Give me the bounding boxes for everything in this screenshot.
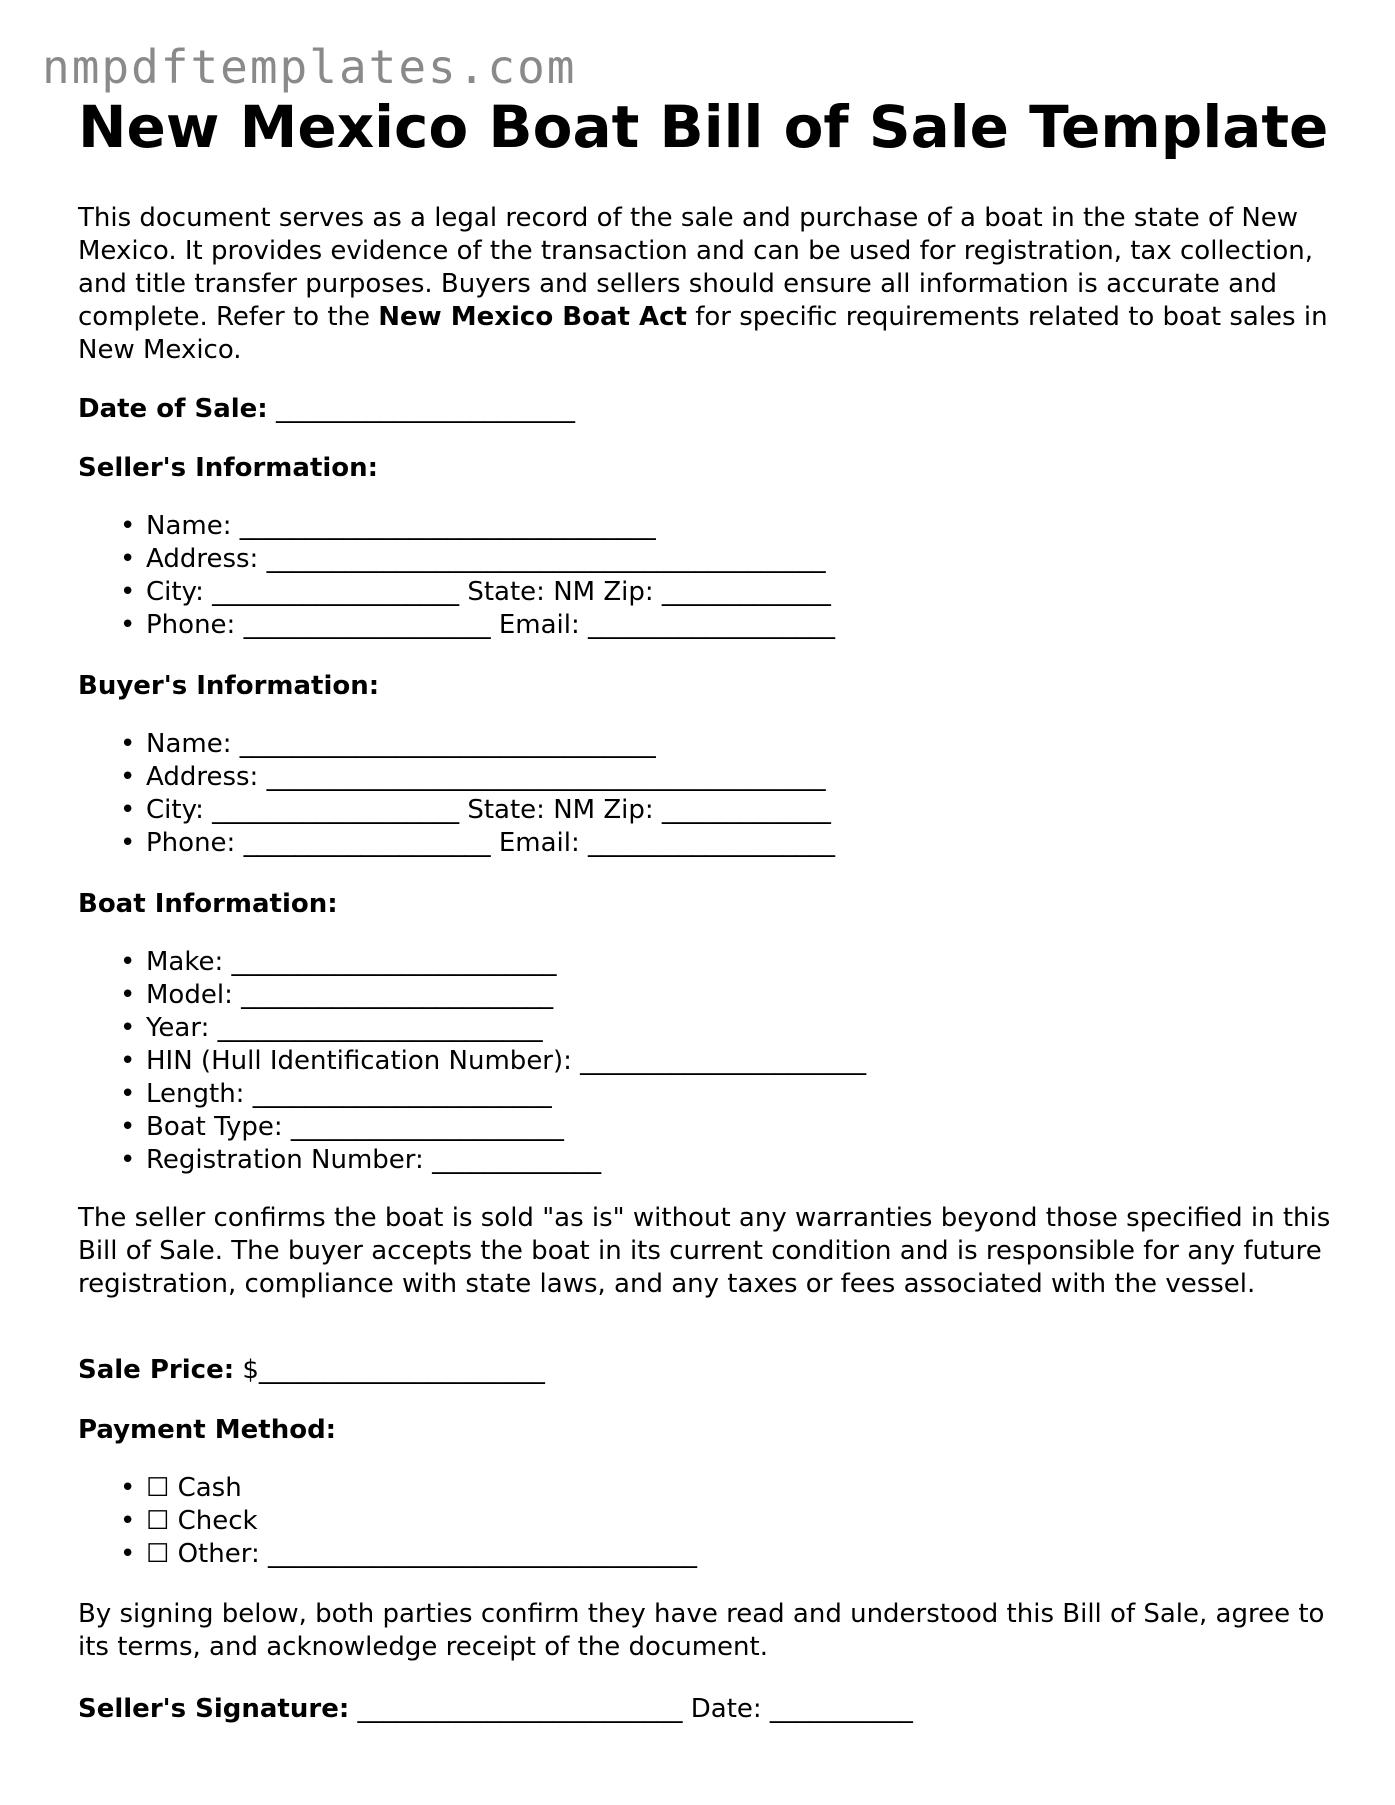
buyer-name-field[interactable]: • Name: ________________________________ (146, 728, 835, 761)
seller-heading: Seller's Information: (78, 453, 379, 483)
payment-method-list (78, 1472, 697, 1571)
sale-price-blank[interactable]: $______________________ (242, 1355, 545, 1385)
date-of-sale-blank[interactable]: _______________________ (275, 394, 575, 424)
boat-make-field[interactable]: • Make: _________________________ (146, 946, 866, 979)
intro-text-before: This document serves as a legal record of the sale and purchase of a boat in the state of New Mexico. It provides evidence of the transaction and can be used for registration, tax collection, and title transfer purposes. Buyers and sellers should ensure all information is accurate and complete. Refer to the (78, 203, 1314, 332)
boat-registration-field[interactable]: • Registration Number: _____________ (146, 1144, 866, 1177)
buyer-info-list (78, 728, 835, 860)
boat-model-field[interactable]: • Model: ________________________ (146, 979, 866, 1012)
date-of-sale-label: Date of Sale: (78, 394, 268, 424)
seller-address-field[interactable]: • Address: ___________________________________________ (146, 543, 835, 576)
buyer-address-field[interactable]: • Address: ___________________________________________ (146, 761, 835, 794)
payment-heading: Payment Method: (78, 1415, 337, 1445)
document-title: New Mexico Boat Bill of Sale Template (78, 93, 1329, 161)
boat-year-field[interactable]: • Year: _________________________ (146, 1012, 866, 1045)
boat-heading: Boat Information: (78, 889, 338, 919)
boat-length-field[interactable]: • Length: _______________________ (146, 1078, 866, 1111)
seller-name-field[interactable]: • Name: ________________________________ (146, 510, 835, 543)
boat-hin-field[interactable]: • HIN (Hull Identification Number): ______________________ (146, 1045, 866, 1078)
payment-check-checkbox[interactable]: • ☐ Check (146, 1505, 697, 1538)
intro-text-after: for specific requirements related to boat sales in New Mexico. (78, 302, 1328, 365)
sale-price-label: Sale Price: (78, 1355, 235, 1385)
date-of-sale-field[interactable] (78, 393, 575, 426)
seller-info-list (78, 510, 835, 642)
buyer-heading: Buyer's Information: (78, 671, 380, 701)
buyer-phone-email-field[interactable]: • Phone: ___________________ Email: ___________________ (146, 827, 835, 860)
watermark-text: nmpdftemplates.com (42, 40, 577, 94)
seller-signature-line[interactable]: _________________________ Date: ___________ (357, 1694, 913, 1724)
intro-paragraph (78, 202, 1338, 367)
boat-act-reference: New Mexico Boat Act (378, 302, 687, 332)
seller-signature-label: Seller's Signature: (78, 1694, 350, 1724)
payment-other-checkbox[interactable]: • ☐ Other: _________________________________ (146, 1538, 697, 1571)
boat-info-list (78, 946, 866, 1177)
payment-cash-checkbox[interactable]: • ☐ Cash (146, 1472, 697, 1505)
seller-signature-field[interactable] (78, 1693, 913, 1726)
as-is-paragraph: The seller confirms the boat is sold "as is" without any warranties beyond those specified in this Bill of Sale. The buyer accepts the boat in its current condition and is responsible for any future registration, compliance with state laws, and any taxes or fees associated with the vessel. (78, 1203, 1331, 1299)
sale-price-field[interactable] (78, 1354, 545, 1387)
seller-phone-email-field[interactable]: • Phone: ___________________ Email: ___________________ (146, 609, 835, 642)
document-page (78, 93, 1338, 1724)
signing-paragraph: By signing below, both parties confirm they have read and understood this Bill of Sale, agree to its terms, and acknowledge receipt of the document. (78, 1599, 1325, 1662)
seller-city-state-zip-field[interactable]: • City: ___________________ State: NM Zip: _____________ (146, 576, 835, 609)
buyer-city-state-zip-field[interactable]: • City: ___________________ State: NM Zip: _____________ (146, 794, 835, 827)
boat-type-field[interactable]: • Boat Type: _____________________ (146, 1111, 866, 1144)
